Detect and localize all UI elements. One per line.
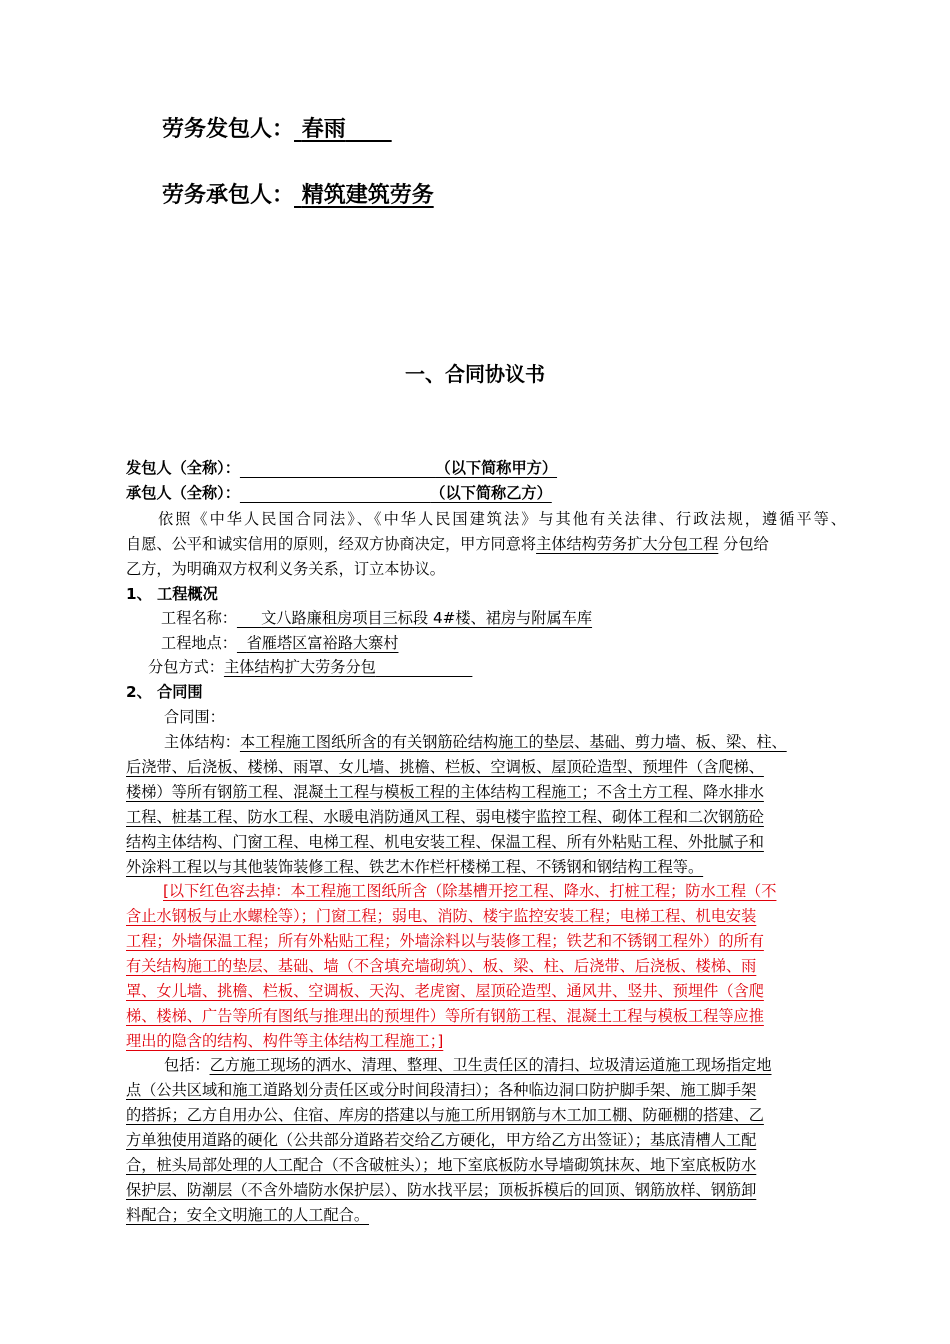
employer-value: 春雨 <box>301 117 346 142</box>
red-note-line-1: [以下红色容去掉：本工程施工图纸所含（除基槽开挖工程、降水、打桩工程；防水工程（不 <box>163 882 777 900</box>
employer-label: 劳务发包人： <box>162 117 295 142</box>
project-name-value: 文八路廉租房项目三标段 4#楼、裙房与附属车库 <box>261 609 593 627</box>
red-note-line-6: 梯、楼梯、广告等所有图纸与推理出的预埋件）等所有钢筋工程、混凝土工程与模板工程等应推 <box>126 1007 764 1025</box>
project-location-line: 工程地点： 省雁塔区富裕路大寨村 <box>161 634 399 652</box>
include-line-3: 的搭拆；乙方自用办公、住宿、库房的搭建以与施工所用钢筋与木工加工棚、防砸棚的搭建、乙 <box>126 1106 764 1124</box>
include-line-7: 料配合；安全文明施工的人工配合。 <box>126 1206 369 1224</box>
contractor-header-line <box>126 482 846 503</box>
include-line-1: 包括：乙方施工现场的洒水、清理、整理、卫生责任区的清扫、垃圾清运道施工现场指定地 <box>164 1056 772 1074</box>
include-line-2: 点（公共区域和施工道路划分责任区或分时间段清扫）；各种临边洞口防护脚手架、施工脚手架 <box>126 1081 757 1099</box>
scope-highlight: 主体结构劳务扩大分包工程 <box>536 535 719 553</box>
intro-line-2: 自愿、公平和诚实信用的原则，经双方协商决定，甲方同意将主体结构劳务扩大分包工程 分包给 <box>126 535 769 553</box>
issuer-line <box>126 457 846 478</box>
contractor-label: 劳务承包人： <box>162 183 295 208</box>
include-line-5: 合，桩头局部处理的人工配合（不含破桩头）；地下室底板防水导墙砌筑抹灰、地下室底板防水 <box>126 1156 757 1174</box>
contractor-header-label: 承包人（全称）： <box>126 484 240 502</box>
main-structure-line-2: 后浇带、后浇板、楼梯、雨罩、女儿墙、挑檐、栏板、空调板、屋顶砼造型、预埋件（含爬梯、 <box>126 758 764 776</box>
main-structure-line-4: 工程、桩基工程、防水工程、水暖电消防通风工程、弱电楼宇监控工程、砌体工程和二次钢筋砼 <box>126 808 764 826</box>
section2-heading: 2、 合同围 <box>126 683 203 701</box>
main-structure-line-6: 外涂料工程以与其他装饰装修工程、铁艺木作栏杆楼梯工程、不锈钢和钢结构工程等。 <box>126 858 704 876</box>
red-note-line-3: 工程；外墙保温工程；所有外粘贴工程；外墙涂料以与装修工程；铁艺和不锈钢工程外）的所有 <box>126 932 764 950</box>
scope-label: 合同围： <box>164 708 225 726</box>
include-line-6: 保护层、防潮层（不含外墙防水保护层）、防水找平层；顶板拆模后的回顶、钢筋放样、钢筋卸 <box>126 1181 757 1199</box>
main-structure-line-1: 主体结构：本工程施工图纸所含的有关钢筋砼结构施工的垫层、基础、剪力墙、板、梁、柱、 <box>164 733 787 751</box>
contractor-value: 精筑建筑劳务 <box>301 183 434 208</box>
contractor-line <box>162 178 434 209</box>
red-note-line-5: 罩、女儿墙、挑檐、栏板、空调板、天沟、老虎窗、屋顶砼造型、通风井、竖井、预埋件（含爬 <box>126 982 764 1000</box>
main-structure-line-3: 楼梯）等所有钢筋工程、混凝土工程与模板工程的主体结构工程施工；不含土方工程、降水排水 <box>126 783 764 801</box>
section1-heading: 1、 工程概况 <box>126 585 218 603</box>
employer-line <box>162 112 392 143</box>
intro-line-1: 依照《中华人民国合同法》、《中华人民国建筑法》与其他有关法律、行政法规，遵循平等、 <box>158 510 846 528</box>
issuer-label: 发包人（全称）： <box>126 459 240 477</box>
red-note-line-2: 含止水钢板与止水螺栓等）；门窗工程；弱电、消防、楼宇监控安装工程；电梯工程、机电安装 <box>126 907 757 925</box>
intro-line-3: 乙方，为明确双方权利义务关系，订立本协议。 <box>126 560 445 578</box>
subcontract-method-value: 主体结构扩大劳务分包 <box>223 658 376 676</box>
subcontract-method-line: 分包方式：主体结构扩大劳务分包 <box>148 658 376 676</box>
include-line-4: 方单独使用道路的硬化（公共部分道路若交给乙方硬化，甲方给乙方出签证）；基底清槽人工配 <box>126 1131 757 1149</box>
project-name-line: 工程名称： 文八路廉租房项目三标段 4#楼、裙房与附属车库 <box>161 609 593 627</box>
section-title: 一、合同协议书 <box>405 362 545 386</box>
contractor-blank: （以下简称乙方） <box>430 484 552 502</box>
project-location-value: 省雁塔区富裕路大寨村 <box>246 634 399 652</box>
red-note-line-7: 理出的隐含的结构、构件等主体结构工程施工；] <box>126 1032 444 1050</box>
red-note-line-4: 有关结构施工的垫层、基础、墙（不含填充墙砌筑）、板、梁、柱、后浇带、后浇板、楼梯、雨 <box>126 957 757 975</box>
issuer-blank: （以下简称甲方） <box>435 459 558 477</box>
main-structure-line-5: 结构主体结构、门窗工程、电梯工程、机电安装工程、保温工程、所有外粘贴工程、外批腻子和 <box>126 833 764 851</box>
